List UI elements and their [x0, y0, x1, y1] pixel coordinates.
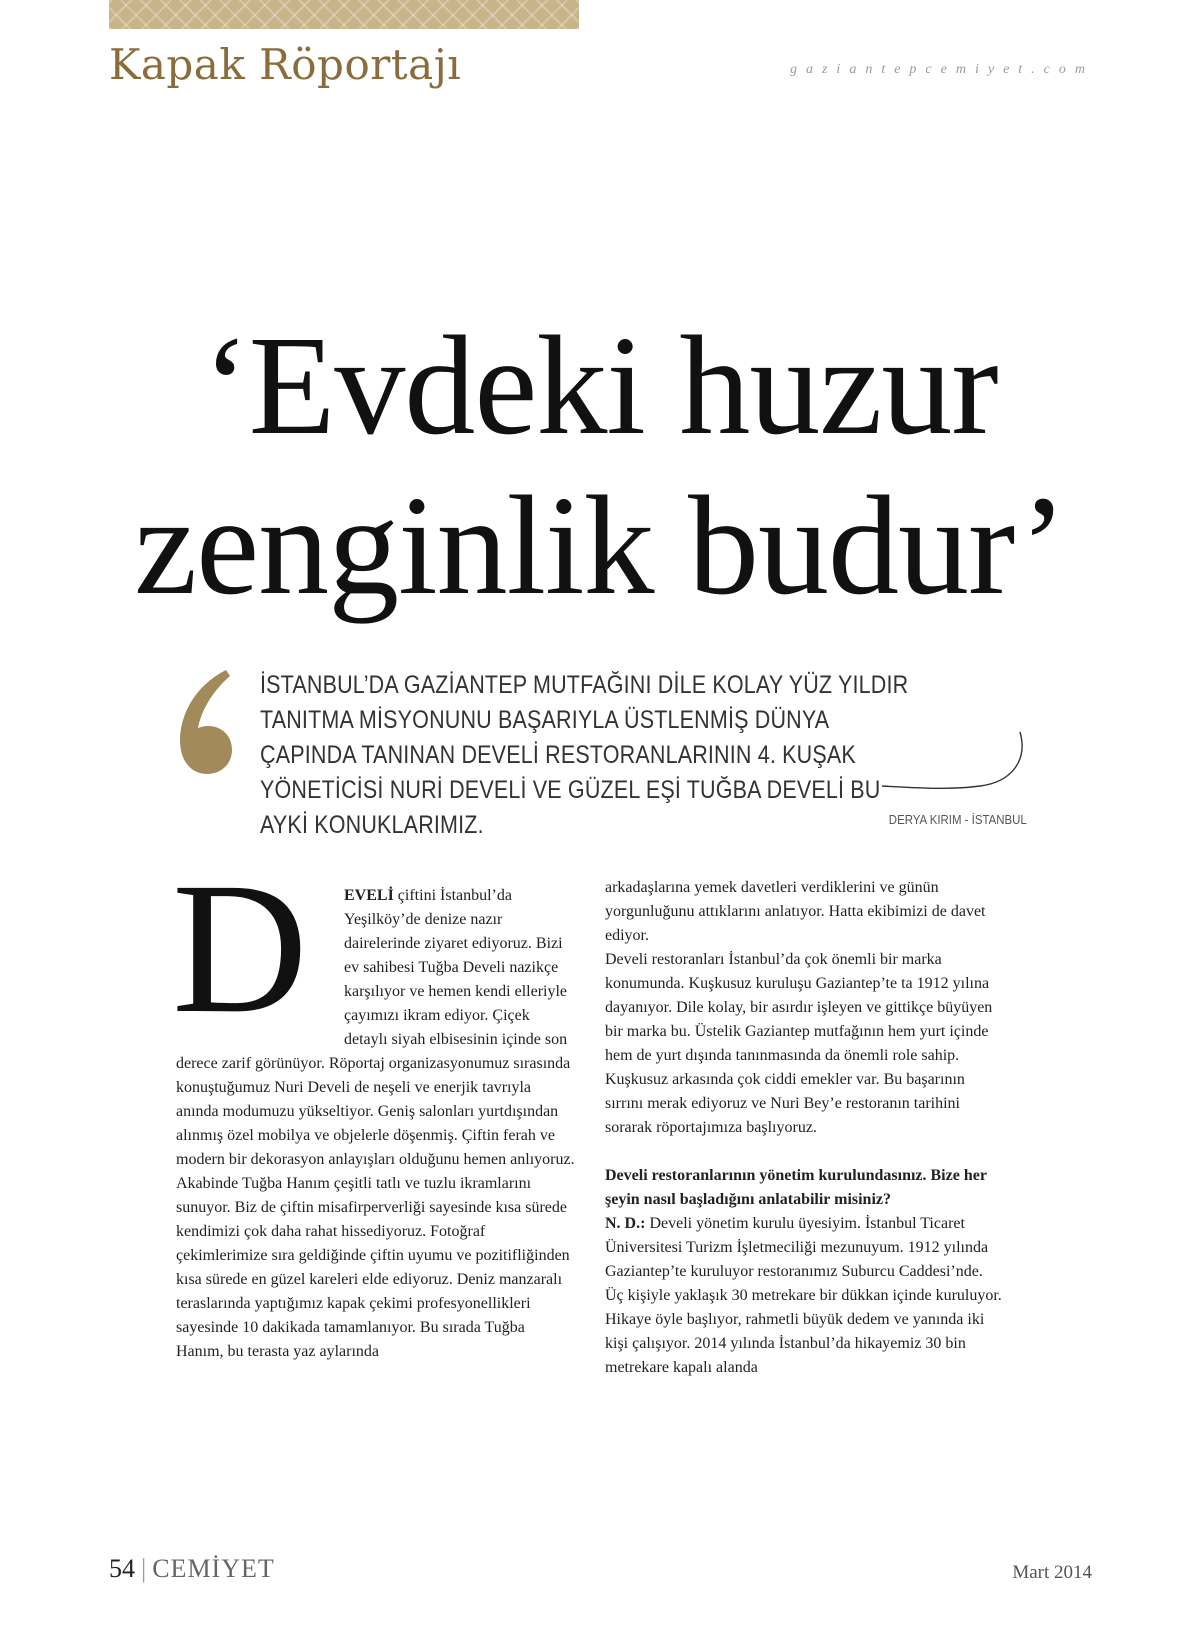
headline-line-1: ‘Evdeki huzur — [202, 306, 998, 464]
decorative-pattern-band — [109, 0, 579, 29]
magazine-name: CEMİYET — [152, 1554, 275, 1583]
swoosh-decoration — [880, 730, 1030, 792]
quote-mark-icon — [176, 668, 234, 778]
answer-text: Develi yönetim kurulu üyesiyim. İstanbul Ticaret Üniversitesi Turizm İşletmeciliği mezunuyum. 1912 yılında Gaziantep’te kuruluyor restoranımız Suburcu Caddesi’nde. Üç kişiyle yaklaşık 30 metrekare bir dükkan içinde kuruluyor. Hikaye öyle başlıyor, rahmetli büyük dedem ve yanında iki kişi çalışıyor. 2014 yılında İstanbul’da hikayemiz 30 bin metrekare kapalı alanda — [605, 1215, 1002, 1376]
lead-word: EVELİ — [344, 887, 394, 904]
answer-label: N. D.: — [605, 1215, 646, 1232]
interview-question: Develi restoranlarının yönetim kurulundasınız. Bize her şeyin nasıl başladığını anlatabilir misiniz? — [605, 1167, 987, 1208]
footer-page-info — [109, 1554, 275, 1584]
intro-text: çiftini İstanbul’da Yeşilköy’de denize nazır dairelerinde ziyaret ediyoruz. Bizi ev sahibesi Tuğba Develi nazikçe karşılıyor ve hemen kendi elleriyle çayımızı ikram ediyor. Çiçek detaylı siyah elbisesinin içinde son derece zarif görünüyor. Röportaj organizasyonumuz sırasında konuştuğumuz Nuri Develi de neşeli ve enerjik tavrıyla anında modumuzu yükseltiyor. Geniş salonları yurtdışından alınmış özel mobilya ve objelerle döşenmiş. Çiftin ferah ve modern bir dekorasyon anlayışları olduğunu hemen anlıyoruz. Akabinde Tuğba Hanım çeşitli tatlı ve tuzlu ikramlarını sunuyor. Biz de çiftin misafirperverliği sayesinde kısa sürede kendimizi çok daha rahat hissediyoruz. Fotoğraf çekimlerimize sıra geldiğinde çiftin uyumu ve pozitifliğinden kısa sürede en güzel kareleri elde ediyoruz. Deniz manzaralı teraslarında yaptığımız kapak çekimi profesyonellikleri sayesinde 10 dakikada tamamlanıyor. Bu sırada Tuğba Hanım, bu terasta yaz aylarında — [176, 887, 575, 1360]
headline-line-2: zenginlik budur’ — [134, 466, 1066, 624]
body-paragraph-2: Develi restoranları İstanbul’da çok önemli bir marka konumunda. Kuşkusuz kuruluşu Gaziantep’te ta 1912 yılına dayanıyor. Dile kolay, bir asırdır işleyen ve gittikçe büyüyen bir marka bu. Üstelik Gaziantep mutfağının hem yurt içinde hem de yurt dışında tanınmasında da önemli role sahip. Kuşkusuz arkasında çok ciddi emekler var. Bu başarının sırrını merak ediyoruz ve Nuri Bey’e restoranın tarihini sorarak röportajımıza başlıyoruz. — [605, 951, 993, 1136]
section-title: Kapak Röportajı — [109, 40, 462, 89]
standfirst: İSTANBUL’DA GAZİANTEP MUTFAĞINI DİLE KOLAY YÜZ YILDIR TANITMA MİSYONUNU BAŞARIYLA ÜSTLENMİŞ DÜNYA ÇAPINDA TANINAN DEVELİ RESTORANLARININ 4. KUŞAK YÖNETİCİSİ NURİ DEVELİ VE GÜZEL EŞİ TUĞBA DEVELİ BU AYKİ KONUKLARIMIZ. — [260, 671, 909, 839]
site-url: gaziantepcemiyet.com — [789, 62, 1094, 77]
footer-separator: | — [141, 1554, 147, 1583]
body-paragraph-intro — [176, 884, 576, 1364]
page-number: 54 — [109, 1554, 135, 1583]
body-paragraph-1: arkadaşlarına yemek davetleri verdiklerini ve günün yorgunluğunu attıklarını anlatıyor. Hatta ekibimizi de davet ediyor. — [605, 879, 986, 944]
byline: DERYA KIRIM - İSTANBUL — [889, 812, 1027, 827]
dropcap-spacer — [176, 884, 344, 1052]
issue-date: Mart 2014 — [1012, 1562, 1092, 1583]
body-column-left — [176, 884, 576, 1364]
body-column-right — [605, 876, 1005, 1380]
headline — [100, 305, 1100, 625]
drop-cap: D — [172, 843, 308, 1052]
interview-answer — [605, 1212, 1005, 1380]
